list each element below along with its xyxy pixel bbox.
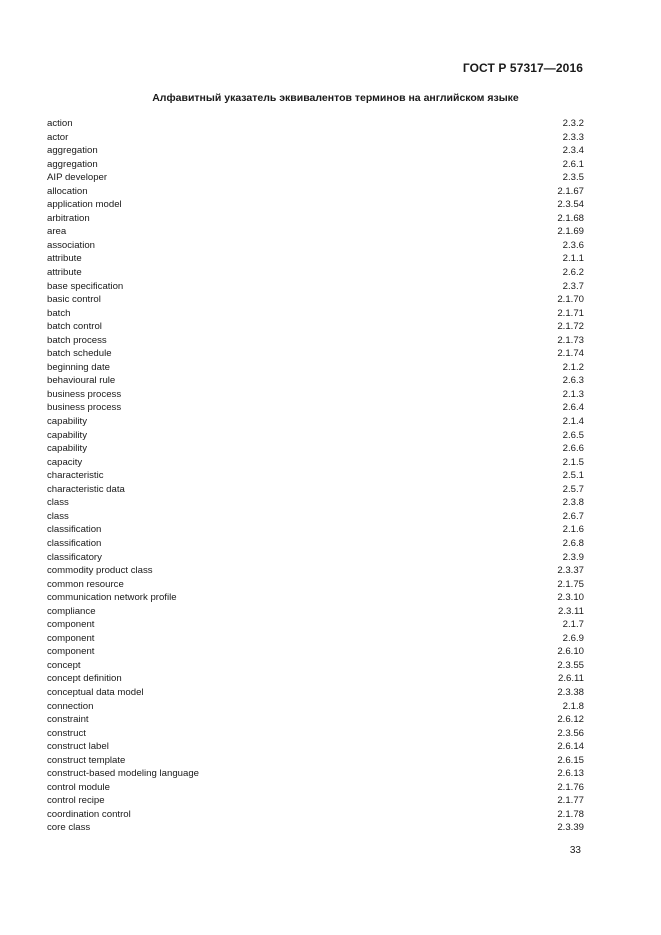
index-term: concept [47, 659, 81, 671]
index-entry [47, 401, 584, 415]
index-term: construct template [47, 754, 126, 766]
index-reference: 2.6.15 [557, 754, 584, 766]
index-entry [47, 740, 584, 754]
index-entry [47, 144, 584, 158]
index-reference: 2.1.1 [562, 253, 584, 265]
index-term: core class [47, 822, 91, 834]
index-reference: 2.1.7 [562, 619, 584, 631]
index-entry [47, 293, 584, 307]
index-entry [47, 266, 584, 280]
page-number: 33 [569, 845, 581, 856]
index-reference: 2.3.55 [557, 659, 584, 671]
index-reference: 2.3.39 [557, 822, 584, 834]
index-entry [47, 754, 584, 768]
index-reference: 2.6.3 [562, 375, 584, 387]
index-reference: 2.6.2 [562, 267, 584, 279]
index-term: coordination control [47, 808, 131, 820]
index-reference: 2.3.8 [562, 497, 584, 509]
index-reference: 2.1.72 [557, 321, 584, 333]
index-entry [47, 334, 584, 348]
index-entry [47, 713, 584, 727]
index-reference: 2.6.14 [557, 741, 584, 753]
index-entry [47, 686, 584, 700]
index-term: beginning date [47, 361, 110, 373]
index-reference: 2.1.74 [557, 348, 584, 360]
index-entry [47, 808, 584, 822]
index-entry [47, 672, 584, 686]
index-term: constraint [47, 714, 89, 726]
index-term: component [47, 632, 95, 644]
index-entry [47, 415, 584, 429]
document-code: ГОСТ Р 57317—2016 [462, 61, 583, 75]
index-entry [47, 307, 584, 321]
index-entry [47, 821, 584, 835]
index-reference: 2.1.78 [557, 808, 584, 820]
index-term: classification [47, 537, 102, 549]
index-reference: 2.6.13 [557, 768, 584, 780]
index-entry [47, 198, 584, 212]
index-entry [47, 239, 584, 253]
index-entry [47, 320, 584, 334]
index-reference: 2.1.67 [557, 185, 584, 197]
index-term: characteristic [47, 470, 104, 482]
index-reference: 2.1.5 [562, 456, 584, 468]
index-entry [47, 280, 584, 294]
index-term: commodity product class [47, 565, 153, 577]
index-term: batch schedule [47, 348, 112, 360]
index-term: component [47, 646, 95, 658]
index-term: aggregation [47, 158, 98, 170]
index-term: class [47, 497, 69, 509]
index-term: construct-based modeling language [47, 768, 200, 780]
index-term: classification [47, 524, 102, 536]
index-term: area [47, 226, 67, 238]
index-term: construct label [47, 741, 109, 753]
index-reference: 2.6.9 [562, 632, 584, 644]
index-reference: 2.1.3 [562, 388, 584, 400]
index-term: attribute [47, 267, 82, 279]
index-term: common resource [47, 578, 124, 590]
index-term: control module [47, 781, 110, 793]
index-reference: 2.3.37 [557, 565, 584, 577]
index-reference: 2.1.77 [557, 795, 584, 807]
index-reference: 2.3.7 [562, 280, 584, 292]
index-reference: 2.6.12 [557, 714, 584, 726]
index-entry [47, 456, 584, 470]
index-term: construct [47, 727, 86, 739]
index-entry [47, 591, 584, 605]
index-entry [47, 605, 584, 619]
index-entry [47, 131, 584, 145]
index-entry [47, 361, 584, 375]
index-reference: 2.3.10 [557, 592, 584, 604]
index-reference: 2.6.11 [558, 673, 584, 685]
index-entry [47, 645, 584, 659]
index-reference: 2.3.38 [557, 686, 584, 698]
index-entry [47, 510, 584, 524]
index-entry [47, 442, 584, 456]
index-reference: 2.3.6 [562, 239, 584, 251]
index-term: capability [47, 443, 87, 455]
index-reference: 2.3.5 [562, 172, 584, 184]
index-term: business process [47, 388, 122, 400]
index-entry [47, 727, 584, 741]
index-reference: 2.6.7 [562, 510, 584, 522]
index-term: batch [47, 307, 71, 319]
index-entry [47, 632, 584, 646]
index-entry [47, 171, 584, 185]
index-title: Алфавитный указатель эквивалентов терминов на английском языке [152, 92, 519, 104]
index-reference: 2.3.2 [562, 118, 584, 129]
index-term: capability [47, 416, 87, 428]
index-reference: 2.3.54 [557, 199, 584, 211]
index-reference: 2.1.6 [562, 524, 584, 536]
index-term: classificatory [47, 551, 102, 563]
index-term: capacity [47, 456, 83, 468]
index-term: aggregation [47, 145, 98, 157]
index-entry [47, 700, 584, 714]
index-entry [47, 537, 584, 551]
index-reference: 2.3.9 [562, 551, 584, 563]
index-reference: 2.6.4 [562, 402, 584, 414]
index-reference: 2.6.5 [562, 429, 584, 441]
index-reference: 2.6.1 [562, 158, 584, 170]
index-reference: 2.1.75 [557, 578, 584, 590]
index-term: action [47, 118, 73, 129]
index-entry [47, 388, 584, 402]
index-reference: 2.3.3 [562, 131, 584, 143]
index-reference: 2.1.2 [562, 361, 584, 373]
index-term: conceptual data model [47, 686, 144, 698]
index-entry [47, 781, 584, 795]
index-term: application model [47, 199, 122, 211]
index-entry [47, 212, 584, 226]
index-reference: 2.1.4 [562, 416, 584, 428]
index-reference: 2.1.8 [562, 700, 584, 712]
index-entry [47, 252, 584, 266]
index-reference: 2.3.56 [557, 727, 584, 739]
index-term: association [47, 239, 95, 251]
index-entry [47, 117, 584, 131]
index-reference: 2.1.69 [557, 226, 584, 238]
index-reference: 2.6.8 [562, 537, 584, 549]
index-entry [47, 551, 584, 565]
index-reference: 2.1.70 [557, 294, 584, 306]
index-entry [47, 564, 584, 578]
index-reference: 2.1.76 [557, 781, 584, 793]
index-entry [47, 767, 584, 781]
index-reference: 2.5.1 [562, 470, 584, 482]
index-term: attribute [47, 253, 82, 265]
index-term: compliance [47, 605, 96, 617]
index-entry [47, 496, 584, 510]
index-term: concept definition [47, 673, 122, 685]
index-entry [47, 347, 584, 361]
index-entry [47, 374, 584, 388]
index-term: actor [47, 131, 69, 143]
index-reference: 2.1.73 [557, 334, 584, 346]
index-reference: 2.1.71 [557, 307, 584, 319]
index-entry [47, 578, 584, 592]
index-term: capability [47, 429, 87, 441]
index-entry [47, 225, 584, 239]
index-reference: 2.3.4 [562, 145, 584, 157]
index-entry [47, 794, 584, 808]
index-term: batch process [47, 334, 107, 346]
index-term: batch control [47, 321, 102, 333]
index-reference: 2.3.11 [558, 605, 584, 617]
index-term: business process [47, 402, 122, 414]
index-entry [47, 483, 584, 497]
index-reference: 2.6.10 [557, 646, 584, 658]
index-entry [47, 618, 584, 632]
index-entry [47, 185, 584, 199]
index-term: communication network profile [47, 592, 177, 604]
index-reference: 2.5.7 [562, 483, 584, 495]
index-reference: 2.1.68 [557, 212, 584, 224]
index-term: class [47, 510, 69, 522]
index-term: base specification [47, 280, 124, 292]
index-term: control recipe [47, 795, 105, 807]
index-term: AIP developer [47, 172, 108, 184]
index-term: connection [47, 700, 94, 712]
index-term: behavioural rule [47, 375, 116, 387]
index-entry [47, 469, 584, 483]
index-entry [47, 429, 584, 443]
index-list [47, 117, 584, 835]
index-entry [47, 523, 584, 537]
index-entry [47, 158, 584, 172]
index-term: component [47, 619, 95, 631]
index-term: basic control [47, 294, 101, 306]
index-term: arbitration [47, 212, 90, 224]
index-term: allocation [47, 185, 88, 197]
index-reference: 2.6.6 [562, 443, 584, 455]
index-term: characteristic data [47, 483, 125, 495]
index-entry [47, 659, 584, 673]
